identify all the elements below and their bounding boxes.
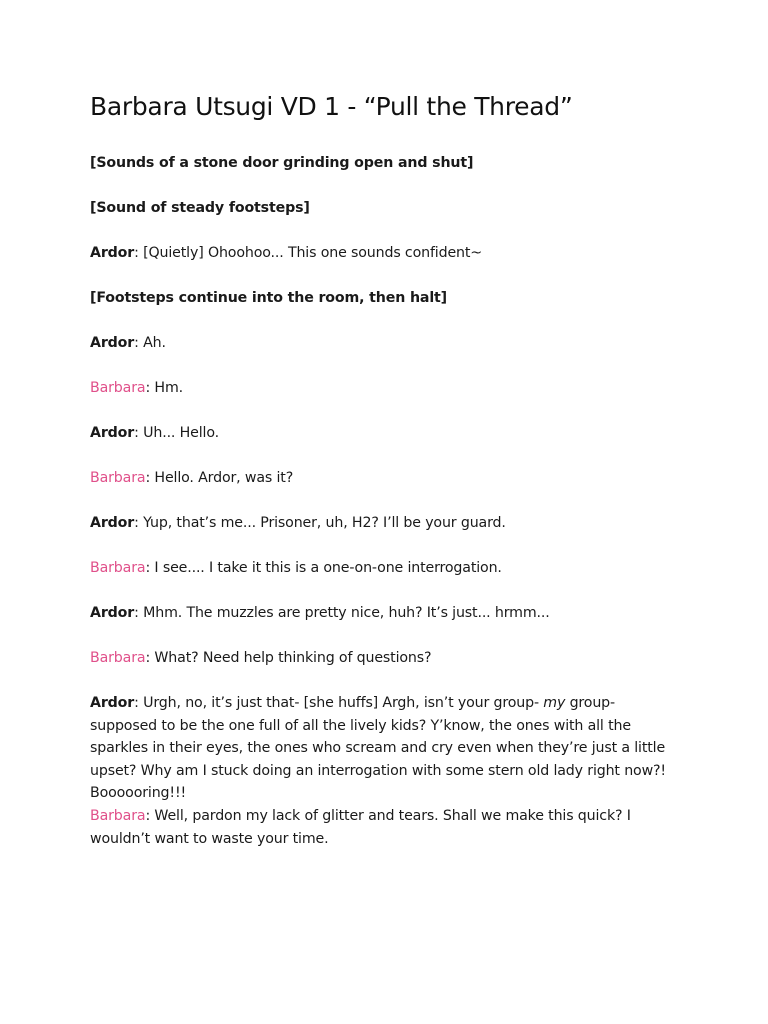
dialogue-text: : Ah. <box>134 335 166 351</box>
speaker-name: Barbara <box>90 470 146 486</box>
speaker-name: Barbara <box>90 808 146 824</box>
dialogue-line <box>90 332 682 355</box>
speaker-name: Ardor <box>90 425 135 441</box>
dialogue-line <box>90 692 682 805</box>
dialogue-text: : Uh... Hello. <box>134 425 219 441</box>
speaker-name: Barbara <box>90 380 146 396</box>
dialogue-text: : [Quietly] Ohoohoo... This one sounds confident~ <box>134 245 483 261</box>
speaker-name: Ardor <box>90 605 135 621</box>
dialogue-line <box>90 512 682 535</box>
dialogue-text: group- supposed to be the one full of all the lively kids? Y’know, the ones with all the sparkles in their eyes, the ones who scream and cry even when they’re just a little upset? Why am I stuck doing an interrogation with some stern old lady right now?! Boooooring!!! <box>90 695 666 801</box>
dialogue-line <box>90 242 682 265</box>
dialogue-text: : Hello. Ardor, was it? <box>145 470 294 486</box>
dialogue-text: : What? Need help thinking of questions? <box>145 650 432 666</box>
dialogue-line <box>90 602 682 625</box>
document-title: Barbara Utsugi VD 1 - “Pull the Thread” <box>90 92 573 121</box>
dialogue-line <box>90 557 682 580</box>
dialogue-text: : Yup, that’s me... Prisoner, uh, H2? I’ll be your guard. <box>134 515 506 531</box>
speaker-name: Ardor <box>90 245 135 261</box>
dialogue-line <box>90 805 682 850</box>
speaker-name: Ardor <box>90 515 135 531</box>
dialogue-text: : Well, pardon my lack of glitter and tears. Shall we make this quick? I wouldn’t want to waste your time. <box>90 808 631 847</box>
dialogue-text: : Urgh, no, it’s just that- [she huffs] Argh, isn’t your group- <box>134 695 544 711</box>
dialogue-line <box>90 647 682 670</box>
dialogue-line <box>90 422 682 445</box>
dialogue-text: : I see.... I take it this is a one-on-one interrogation. <box>145 560 502 576</box>
dialogue-text: : Mhm. The muzzles are pretty nice, huh? It’s just... hrmm... <box>134 605 550 621</box>
speaker-name: Barbara <box>90 650 146 666</box>
dialogue-line <box>90 467 682 490</box>
speaker-name: Ardor <box>90 695 135 711</box>
speaker-name: Barbara <box>90 560 146 576</box>
stage-direction: [Sound of steady footsteps] <box>90 200 310 216</box>
speaker-name: Ardor <box>90 335 135 351</box>
stage-direction: [Sounds of a stone door grinding open and shut] <box>90 155 474 171</box>
stage-direction: [Footsteps continue into the room, then halt] <box>90 290 448 306</box>
dialogue-line <box>90 377 682 400</box>
emphasis-text: my <box>543 695 566 711</box>
dialogue-text: : Hm. <box>145 380 183 396</box>
